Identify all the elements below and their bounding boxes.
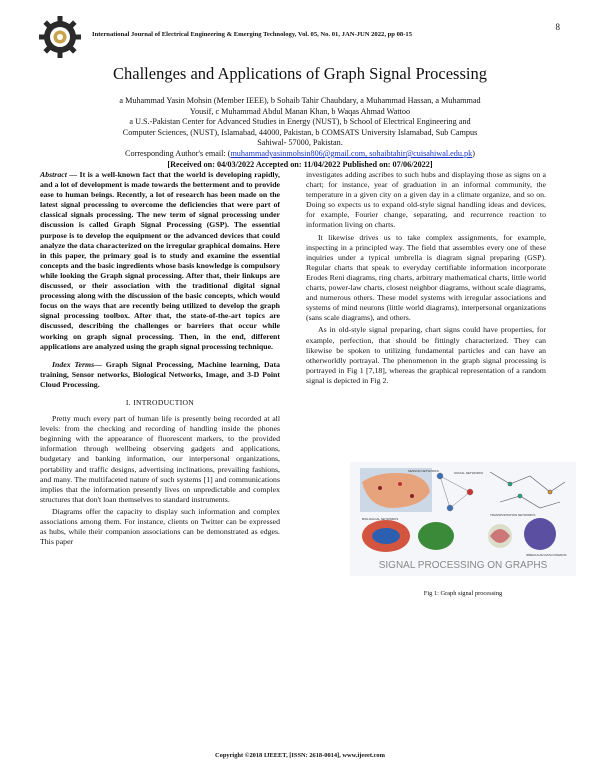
figure-graph-signal-processing <box>350 462 576 576</box>
page-footer: Copyright ©2018 IJEEET, [ISSN: 2618-0014], www.ijeeet.com <box>215 752 385 759</box>
corresponding-email: Corresponding Author's email: (muhammadyasinmohsin806@gmail.com, sohaibtahir@cuisahiwal.edu.pk) <box>125 148 475 158</box>
index-terms-label: Index Terms— <box>52 359 102 369</box>
affiliation-line-3: Sahiwal- 57000, Pakistan. <box>257 138 343 148</box>
section-heading-introduction: I. INTRODUCTION <box>125 397 195 407</box>
figure-label-sensor: SENSOR NETWORKS <box>408 469 439 473</box>
journal-logo-gear-icon <box>38 15 82 59</box>
figure-banner: SIGNAL PROCESSING ON GRAPHS <box>378 560 548 571</box>
right-column <box>306 170 546 386</box>
intro-paragraph-1: Pretty much every part of human life is presently being recorded at all levels: from the checking and recording of handling inside the phones beginning with the appearance of fluorescent markers, to the provided information through wellbeing observing gadgets and applications, budgetary and banking information, our interpersonal organizations, portability and traffic designs, advertising inclinations, prevailing fashions, and many. The multifaceted nature of such systems [1] and communications implies that the information presently lives on unpredictable and complex structures that don't loan themselves to standard instruments. <box>40 414 280 504</box>
paper-title: Challenges and Applications of Graph Signal Processing <box>113 64 487 83</box>
abstract-text: It is a well-known fact that the world is developing rapidly, and a lot of development is made towards the betterment and to provide ease to human beings. Recently, a lot of research has been made on the latest signal processing to overcome the deficiencies that were part of classical signals processing. The new term of signal processing under discussion is called Graph Signal Processing (GSP). The essential purpose is to develop the equipment or the advanced devices that could analyze the data characterized on the irregular graphical domains. Here in this paper, the primary goal is to study and examine the essential concepts and the basic ingredients whose basis knowledge is compulsory while looking the Graph signal processing. After that, their linkups are discussed, or their association with the traditional digital signal processing along with the discussion of the basic concepts, which would focus on the ways that are recently being utilized to develop the graph signal processing toolbox. After that, the state-of-the-art topics are discussed, describing the challenges or barriers that occur while working on graph signal processing. Then, in the end, different applications are analyzed using the graph signal processing technique. <box>40 170 280 351</box>
email-label: Corresponding Author's email: <box>125 148 226 158</box>
front-matter <box>60 96 540 170</box>
right-paragraph-1: investigates adding ascribes to such hubs and displaying those as signs on a chart; for instance, year of graduation in an informal community, the temperature in a given city on a given day in a climate organize, and so on. Doing so expects us to expand old-style signal handling ideas and devices, for example, Fourier change, separating, and recurrence reaction to information living on charts. <box>306 170 546 230</box>
abstract <box>40 170 280 352</box>
authors-line-1: a Muhammad Yasin Mohsin (Member IEEE), b Sohaib Tahir Chauhdary, a Muhammad Hassan, a Muhammad <box>119 96 481 105</box>
left-column <box>40 170 280 547</box>
figure-label-biological: BIOLOGICAL NETWORKS <box>362 517 399 521</box>
intro-paragraph-2: Diagrams offer the capacity to display such information and complex associations among them. For instance, clients on Twitter can be expressed as hubs, while their companion associations can be demonstrated as edges. This paper <box>40 506 280 547</box>
index-terms <box>40 360 280 390</box>
sensor-network-map <box>360 468 432 512</box>
figure-caption: Fig 1: Graph signal processing <box>423 590 503 597</box>
journal-header: International Journal of Electrical Engineering & Emerging Technology, Vol. 05, No. 01, JAN-JUN 2022, pp 08-15 <box>92 31 412 38</box>
figure-label-transportation: TRANSPORTATION NETWORKS <box>490 513 536 517</box>
email-link[interactable]: muhammadyasinmohsin806@gmail.com, sohaibtahir@cuisahiwal.edu.pk <box>230 148 473 158</box>
right-paragraph-3: As in old-style signal preparing, chart signs could have properties, for example, perfection, that should be fittingly characterized. They can likewise be spoken to utilizing fundamental particles and can have an otherworldly portrayal. The phenomenon in the graph signal processing is portrayed in Fig 1 [7,18], whereas the graphical representation of a random signal is depicted in Fig 2. <box>306 325 546 385</box>
page-number: 8 <box>555 22 560 32</box>
affiliation-line-1: a U.S.-Pakistan Center for Advanced Studies in Energy (NUST), b School of Electrical Engineering and <box>129 117 471 127</box>
right-paragraph-2: It likewise drives us to take complex assignments, for example, inspecting in a principled way. The field that assembles every one of these inquiries under a typical umbrella is diagram signal preparing (GSP). Regular charts that speak to everyday certifiable information incorporate Erodes Reni diagrams, ring charts, arbitrary mathematical charts, little world charts, power-law charts, closest neighbor diagrams, without scale diagrams, and numerous others. These model systems with irregular associations and systems of mind neurons (little world diagrams), interpersonal organizations (sans scale diagrams), and others. <box>306 232 546 323</box>
dates-line: [Received on: 04/03/2022 Accepted on: 11/04/2022 Published on: 07/06/2022] <box>167 159 433 169</box>
abstract-label: Abstract — <box>40 170 78 179</box>
figure-label-social: SOCIAL NETWORKS <box>454 471 484 475</box>
index-terms-text: Graph Signal Processing, Machine learning, Data training, Sensor networks, Biological Networks, Image, and 3-D Point Cloud Processing. <box>40 359 280 389</box>
authors-line-2: Yousif, c Muhammad Abdul Manan Khan, b Waqas Ahmad Wattoo <box>189 106 411 116</box>
affiliation-line-2: Computer Sciences, (NUST), Islamabad, 44000, Pakistan, b COMSATS University Islamabad, Sub Campus <box>122 127 478 137</box>
figure-label-irregular: IRREGULAR DATA DOMAINS <box>526 553 567 557</box>
